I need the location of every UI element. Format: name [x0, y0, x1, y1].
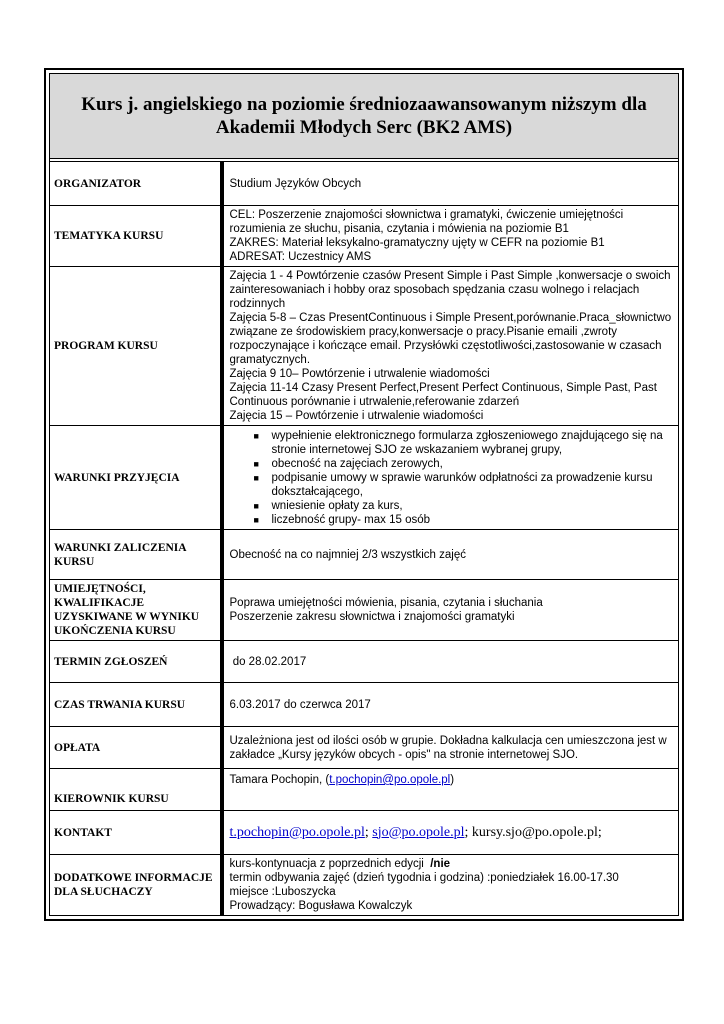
kontakt-email-1-link[interactable]: t.pochopin@po.opole.pl	[229, 824, 365, 840]
value-kontakt	[222, 811, 679, 855]
value-warunki-zaliczenia: Obecność na co najmniej 2/3 wszystkich zajęć	[222, 530, 679, 580]
value-umiejetnosci	[222, 580, 679, 641]
row-oplata	[50, 727, 679, 769]
label-termin: TERMIN ZGŁOSZEŃ	[50, 641, 222, 683]
row-kontakt	[50, 811, 679, 855]
value-czas: 6.03.2017 do czerwca 2017	[222, 683, 679, 727]
value-tematyka	[222, 206, 679, 267]
requirements-list	[230, 429, 673, 527]
list-item: ■ obecność na zajęciach zerowych,	[253, 457, 443, 470]
bullet-icon: ■	[253, 430, 259, 441]
label-oplata: OPŁATA	[50, 727, 222, 769]
bullet-icon: ■	[253, 472, 259, 483]
tematyka-line: ADRESAT: Uczestnicy AMS	[229, 251, 372, 263]
value-kierownik	[222, 769, 679, 811]
row-czas	[50, 683, 679, 727]
value-warunki-przyjecia	[222, 426, 679, 530]
course-info-table	[49, 73, 679, 916]
label-warunki-przyjecia: WARUNKI PRZYJĘCIA	[50, 426, 222, 530]
dodatkowe-line: termin odbywania zajęć (dzień tygodnia i godzina) :poniedziałek 16.00-17.30	[229, 872, 619, 884]
dodatkowe-line: kurs-kontynuacja z poprzednich edycji /nie	[229, 858, 451, 870]
course-title: Kurs j. angielskiego na poziomie średniozaawansowanym niższym dla Akademii Młodych Serc (BK2 AMS)	[50, 74, 679, 159]
dodatkowe-line: miejsce :Luboszycka	[229, 886, 336, 898]
bullet-icon: ■	[253, 458, 259, 469]
label-kierownik: KIEROWNIK KURSU	[50, 769, 222, 811]
row-warunki-zaliczenia	[50, 530, 679, 580]
dodatkowe-line: Prowadzący: Bogusława Kowalczyk	[229, 900, 413, 912]
kierownik-email-link[interactable]: t.pochopin@po.opole.pl	[329, 774, 451, 786]
program-line: Zajęcia 5-8 – Czas PresentContinuous i Simple Present,porównanie.Praca_słownictwo związane ze środowiskiem pracy,konwersacje o pracy.Pisanie emaili ,zwroty rozpoczynające i kończące email. Przysłówki częstotliwości,zastosowanie w czasach gramatycznych.	[229, 312, 672, 366]
row-warunki-przyjecia	[50, 426, 679, 530]
kontakt-rest: ; kursy.sjo@po.opole.pl;	[464, 824, 602, 840]
label-tematyka: TEMATYKA KURSU	[50, 206, 222, 267]
row-program	[50, 267, 679, 426]
program-line: Zajęcia 9 10– Powtórzenie i utrwalenie wiadomości	[229, 368, 490, 380]
list-item: ■ wniesienie opłaty za kurs,	[253, 499, 403, 512]
value-oplata: Uzależniona jest od ilości osób w grupie. Dokładna kalkulacja cen umieszczona jest w zakładce „Kursy języków obcych - opis" na stronie internetowej SJO.	[222, 727, 679, 769]
bullet-icon: ■	[253, 514, 259, 525]
bullet-icon: ■	[253, 500, 259, 511]
course-info-sheet	[44, 68, 684, 921]
row-kierownik	[50, 769, 679, 811]
kontakt-sep: ;	[364, 824, 373, 840]
label-organizator: ORGANIZATOR	[50, 162, 222, 206]
umiejetnosci-line: Poprawa umiejętności mówienia, pisania, czytania i słuchania	[229, 597, 543, 609]
row-dodatkowe	[50, 855, 679, 916]
value-program	[222, 267, 679, 426]
label-umiejetnosci: UMIEJĘTNOŚCI, KWALIFIKACJE UZYSKIWANE W WYNIKU UKOŃCZENIA KURSU	[50, 580, 222, 641]
row-tematyka	[50, 206, 679, 267]
kierownik-name: Tamara Pochopin, (	[229, 774, 330, 786]
row-organizator	[50, 162, 679, 206]
program-line: Zajęcia 15 – Powtórzenie i utrwalenie wiadomości	[229, 410, 484, 422]
program-line: Zajęcia 1 - 4 Powtórzenie czasów Present Simple i Past Simple ,konwersacje o swoich zainteresowaniach i hobby oraz sposobach spędzania czasu wolnego i relacjach rodzinnych	[229, 270, 671, 310]
list-item: ■ wypełnienie elektronicznego formularza zgłoszeniowego znajdującego się na stronie internetowej SJO ze wskazaniem wybranej grupy,	[253, 429, 663, 456]
tematyka-line: ZAKRES: Materiał leksykalno-gramatyczny ujęty w CEFR na poziomie B1	[229, 237, 605, 249]
row-termin	[50, 641, 679, 683]
value-termin: do 28.02.2017	[222, 641, 679, 683]
label-dodatkowe: DODATKOWE INFORMACJE DLA SŁUCHACZY	[50, 855, 222, 916]
row-umiejetnosci	[50, 580, 679, 641]
kontakt-email-2-link[interactable]: sjo@po.opole.pl	[372, 824, 465, 840]
label-program: PROGRAM KURSU	[50, 267, 222, 426]
kierownik-close: )	[450, 774, 455, 786]
label-warunki-zaliczenia: WARUNKI ZALICZENIA KURSU	[50, 530, 222, 580]
value-organizator: Studium Języków Obcych	[222, 162, 679, 206]
list-item: ■ liczebność grupy- max 15 osób	[253, 513, 431, 526]
value-dodatkowe	[222, 855, 679, 916]
label-kontakt: KONTAKT	[50, 811, 222, 855]
list-item: ■ podpisanie umowy w sprawie warunków odpłatności za prowadzenie kursu dokształcającego,	[253, 471, 653, 498]
tematyka-line: CEL: Poszerzenie znajomości słownictwa i gramatyki, ćwiczenie umiejętności rozumienia ze słuchu, pisania, czytania i mówienia na poziomie B1	[229, 209, 624, 235]
label-czas: CZAS TRWANIA KURSU	[50, 683, 222, 727]
umiejetnosci-line: Poszerzenie zakresu słownictwa i znajomości gramatyki	[229, 611, 515, 623]
program-line: Zajęcia 11-14 Czasy Present Perfect,Present Perfect Continuous, Simple Past, Past Continuous porównanie i utrwalenie,referowanie zdarzeń	[229, 382, 657, 408]
